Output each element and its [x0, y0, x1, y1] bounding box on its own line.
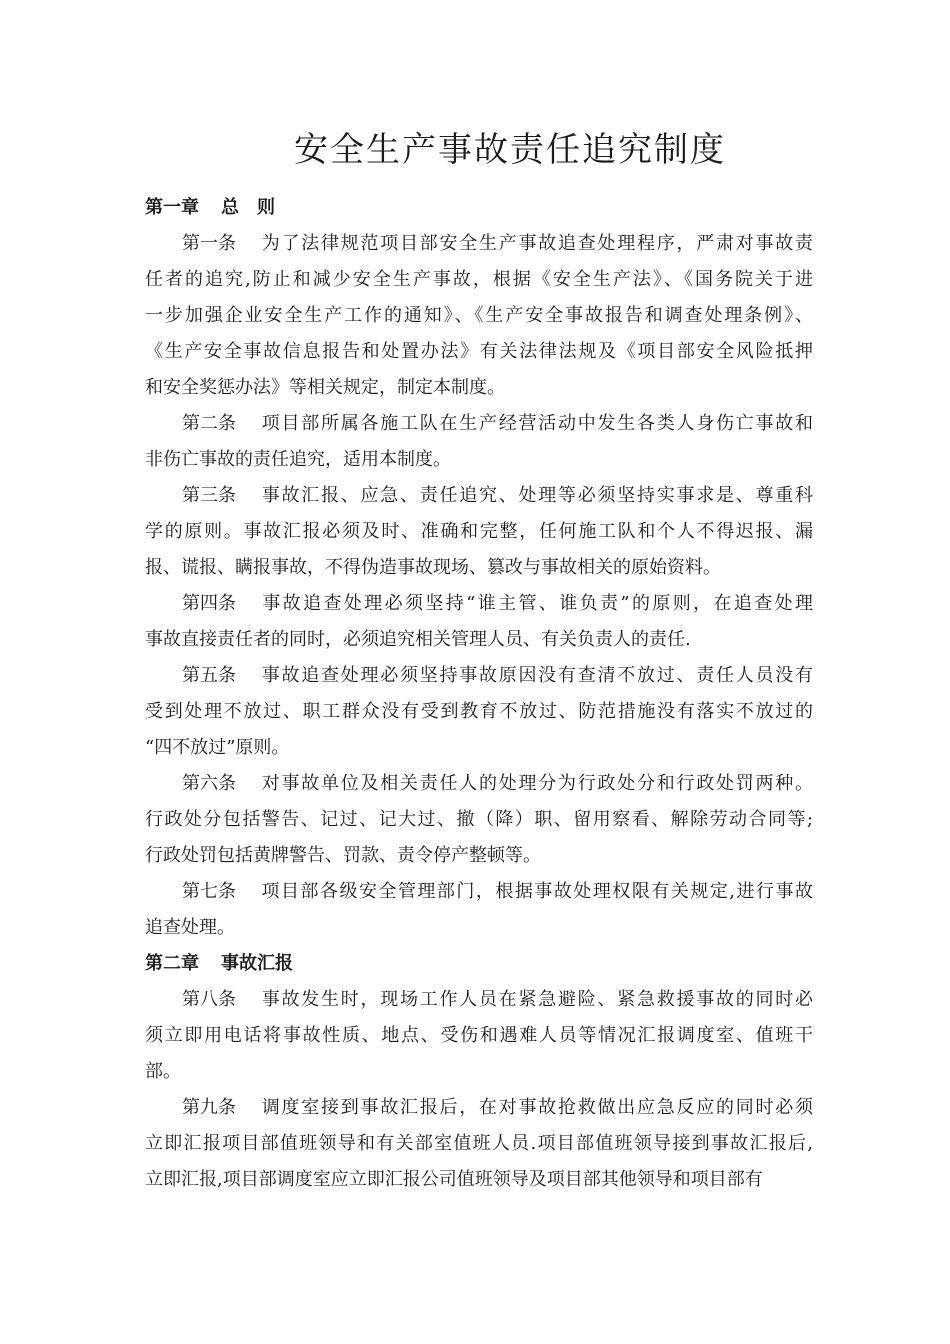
article-text: 受到处理不放过、职工群众没有受到教育不放过、防范措施没有落实不放过的 — [145, 701, 813, 722]
document-body — [145, 190, 813, 1198]
article-number: 第一条 — [182, 233, 236, 254]
article-line — [145, 370, 813, 406]
article-text: 学的原则。事故汇报必须及时、准确和完整，任何施工队和个人不得迟报、漏 — [145, 521, 813, 542]
article-number: 第八条 — [182, 989, 236, 1010]
article-paragraph — [145, 658, 813, 766]
article-text: 和安全奖惩办法》等相关规定，制定本制度。 — [145, 377, 505, 398]
article-line — [145, 982, 813, 1018]
article-text: 《生产安全事故信息报告和处置办法》有关法律法规及《项目部安全风险抵押 — [145, 341, 813, 362]
article-line — [145, 1054, 813, 1090]
article-line — [145, 226, 813, 262]
article-text: 立即汇报,项目部调度室应立即汇报公司值班领导及项目部其他领导和项目部有 — [145, 1169, 763, 1190]
article-line — [145, 910, 813, 946]
article-paragraph — [145, 766, 813, 874]
article-line — [145, 622, 813, 658]
article-line — [145, 478, 813, 514]
article-paragraph — [145, 874, 813, 946]
article-text: 事故追查处理必须坚持“谁主管、谁负责”的原则，在追查处理 — [260, 593, 813, 614]
chapter-title: 事故汇报 — [221, 953, 293, 974]
article-paragraph — [145, 982, 813, 1090]
article-text: 事故发生时，现场工作人员在紧急避险、紧急救援事故的同时必 — [260, 989, 813, 1010]
article-text: 项目部各级安全管理部门，根据事故处理权限有关规定,进行事故 — [260, 881, 813, 902]
article-text: 一步加强企业安全生产工作的通知》、《生产安全事故报告和调查处理条例》、 — [145, 305, 813, 326]
article-paragraph — [145, 1090, 813, 1198]
article-text: 部。 — [145, 1061, 181, 1082]
article-text: 追查处理。 — [145, 917, 235, 938]
article-number: 第九条 — [182, 1097, 236, 1118]
article-line — [145, 838, 813, 874]
article-line — [145, 1090, 813, 1126]
article-line — [145, 586, 813, 622]
article-line — [145, 550, 813, 586]
article-text: 调度室接到事故汇报后，在对事故抢救做出应急反应的同时必须 — [260, 1097, 813, 1118]
article-number: 第六条 — [182, 773, 236, 794]
article-line — [145, 262, 813, 298]
article-text: 须立即用电话将事故性质、地点、受伤和遇难人员等情况汇报调度室、值班干 — [145, 1025, 813, 1046]
article-text: 为了法律规范项目部安全生产事故追查处理程序，严肃对事故责 — [260, 233, 813, 254]
article-text: 项目部所属各施工队在生产经营活动中发生各类人身伤亡事故和 — [260, 413, 813, 434]
article-text: 事故直接责任者的同时，必须追究相关管理人员、有关负责人的责任. — [145, 629, 691, 650]
article-line — [145, 730, 813, 766]
article-text: 对事故单位及相关责任人的处理分为行政处分和行政处罚两种。 — [260, 773, 813, 794]
article-text: “四不放过”原则。 — [145, 737, 290, 758]
chapter-1-articles — [145, 226, 813, 946]
article-line — [145, 658, 813, 694]
article-number: 第五条 — [182, 665, 236, 686]
article-number: 第三条 — [182, 485, 236, 506]
chapter-heading — [145, 190, 813, 226]
article-text: 事故汇报、应急、责任追究、处理等必须坚持实事求是、尊重科 — [260, 485, 813, 506]
article-number: 第二条 — [182, 413, 236, 434]
article-line — [145, 1126, 813, 1162]
chapter-title: 总 则 — [221, 197, 275, 218]
article-text: 报、谎报、瞒报事故，不得伪造事故现场、篡改与事故相关的原始资料。 — [145, 557, 721, 578]
article-line — [145, 334, 813, 370]
chapter-number: 第一章 — [145, 197, 199, 218]
article-line — [145, 442, 813, 478]
article-text: 事故追查处理必须坚持事故原因没有查清不放过、责任人员没有 — [260, 665, 813, 686]
article-line — [145, 1162, 813, 1198]
chapter-number: 第二章 — [145, 953, 199, 974]
article-line — [145, 694, 813, 730]
article-text: 任者的追究,防止和减少安全生产事故，根据《安全生产法》、《国务院关于进 — [145, 269, 813, 290]
article-text: 非伤亡事故的责任追究，适用本制度。 — [145, 449, 451, 470]
article-line — [145, 514, 813, 550]
article-line — [145, 298, 813, 334]
article-text: 行政处分包括警告、记过、记大过、撤（降）职、留用察看、解除劳动合同等; — [145, 809, 813, 830]
document-title: 安全生产事故责任追究制度 — [294, 130, 726, 170]
article-line — [145, 406, 813, 442]
article-line — [145, 802, 813, 838]
article-paragraph — [145, 478, 813, 586]
article-text: 立即汇报项目部值班领导和有关部室值班人员.项目部值班领导接到事故汇报后, — [145, 1133, 813, 1154]
chapter-heading — [145, 946, 813, 982]
article-paragraph — [145, 406, 813, 478]
article-line — [145, 766, 813, 802]
article-number: 第七条 — [182, 881, 236, 902]
article-text: 行政处罚包括黄牌警告、罚款、责令停产整顿等。 — [145, 845, 541, 866]
chapter-2-articles — [145, 982, 813, 1198]
article-line — [145, 874, 813, 910]
article-paragraph — [145, 586, 813, 658]
article-number: 第四条 — [182, 593, 236, 614]
article-paragraph — [145, 226, 813, 406]
article-line — [145, 1018, 813, 1054]
